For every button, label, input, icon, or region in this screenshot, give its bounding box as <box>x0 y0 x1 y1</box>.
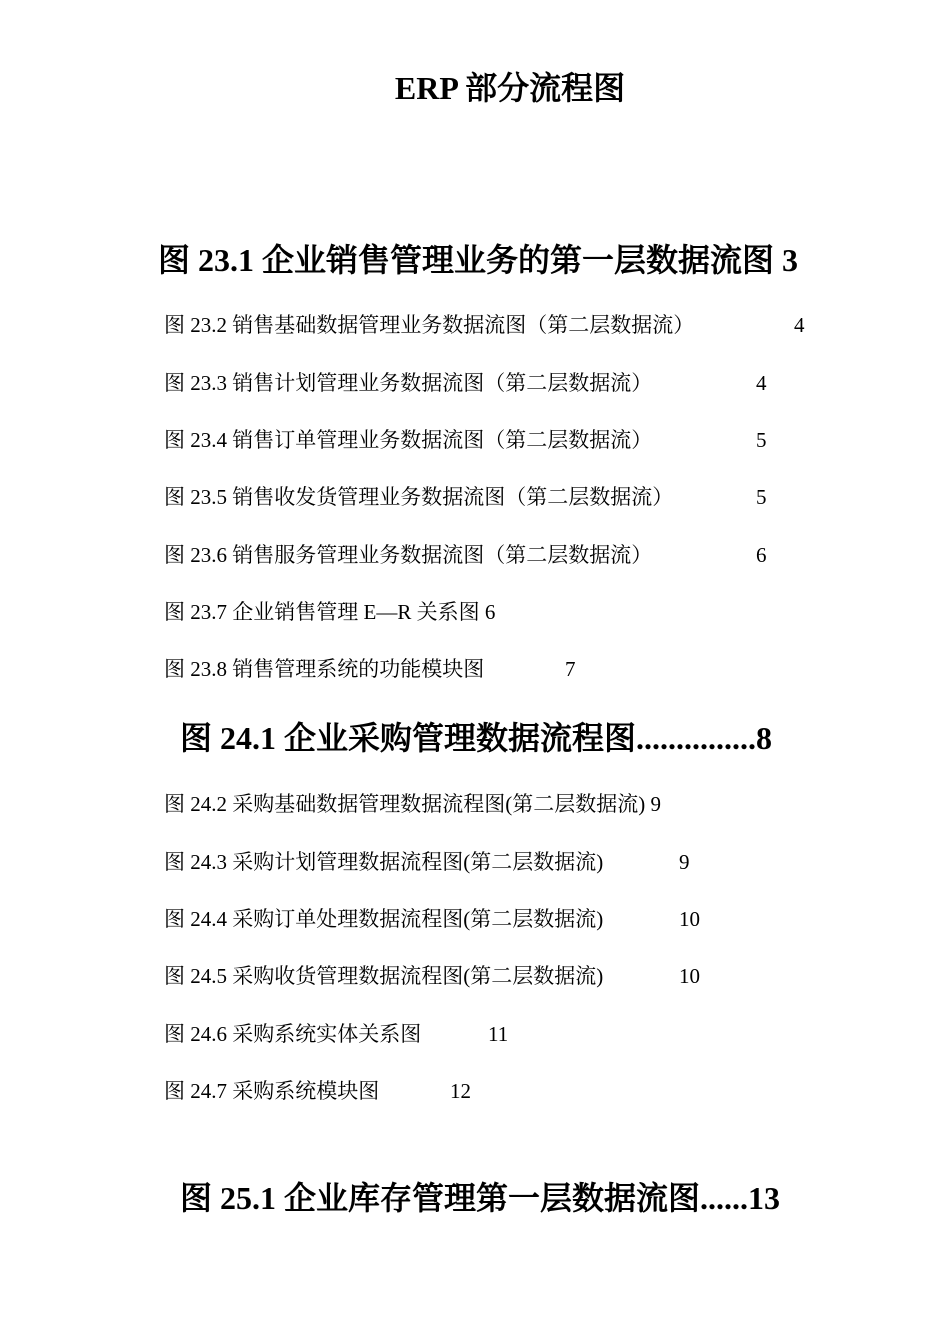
toc-item-page: 5 <box>756 485 767 509</box>
toc-item-24-4 <box>164 904 700 934</box>
toc-item-title: 图 24.2 采购基础数据管理数据流程图(第二层数据流) 9 <box>164 792 661 816</box>
toc-item-24-6 <box>164 1019 509 1049</box>
toc-item-page: 10 <box>679 907 700 931</box>
section-heading-24: 图 24.1 企业采购管理数据流程图...............8 <box>180 720 773 756</box>
toc-item-title: 图 24.5 采购收货管理数据流程图(第二层数据流) <box>164 964 604 988</box>
toc-item-23-2 <box>164 310 805 340</box>
toc-item-title: 图 24.3 采购计划管理数据流程图(第二层数据流) <box>164 850 604 874</box>
toc-item-page: 10 <box>679 964 700 988</box>
toc-item-title: 图 23.3 销售计划管理业务数据流图（第二层数据流） <box>164 371 653 395</box>
toc-item-title: 图 24.4 采购订单处理数据流程图(第二层数据流) <box>164 907 604 931</box>
toc-item-23-3 <box>164 368 767 398</box>
toc-item-24-3 <box>164 847 690 877</box>
toc-item-title: 图 24.7 采购系统模块图 <box>164 1079 380 1103</box>
toc-item-page: 4 <box>756 371 767 395</box>
toc-item-page: 9 <box>679 850 690 874</box>
toc-item-23-4 <box>164 425 767 455</box>
toc-item-24-2 <box>164 789 661 819</box>
toc-item-23-7 <box>164 597 495 627</box>
toc-item-page: 5 <box>756 428 767 452</box>
toc-item-title: 图 24.6 采购系统实体关系图 <box>164 1022 422 1046</box>
toc-item-title: 图 23.2 销售基础数据管理业务数据流图（第二层数据流） <box>164 313 695 337</box>
toc-item-page: 7 <box>565 657 576 681</box>
toc-item-24-7 <box>164 1076 471 1106</box>
section-heading-25: 图 25.1 企业库存管理第一层数据流图......13 <box>180 1180 781 1216</box>
section-heading-23: 图 23.1 企业销售管理业务的第一层数据流图 3 <box>158 242 799 278</box>
toc-item-title: 图 23.4 销售订单管理业务数据流图（第二层数据流） <box>164 428 653 452</box>
toc-item-title: 图 23.6 销售服务管理业务数据流图（第二层数据流） <box>164 543 653 567</box>
toc-item-page: 4 <box>794 313 805 337</box>
document-title: ERP 部分流程图 <box>394 70 626 106</box>
toc-item-page: 12 <box>450 1079 471 1103</box>
toc-item-23-8 <box>164 654 576 684</box>
toc-item-title: 图 23.8 销售管理系统的功能模块图 <box>164 657 485 681</box>
toc-item-title: 图 23.7 企业销售管理 E—R 关系图 6 <box>164 600 496 624</box>
toc-item-title: 图 23.5 销售收发货管理业务数据流图（第二层数据流） <box>164 485 674 509</box>
toc-item-page: 11 <box>488 1022 509 1046</box>
toc-item-23-6 <box>164 540 767 570</box>
toc-item-23-5 <box>164 482 767 512</box>
toc-item-page: 6 <box>756 543 767 567</box>
toc-item-24-5 <box>164 961 700 991</box>
